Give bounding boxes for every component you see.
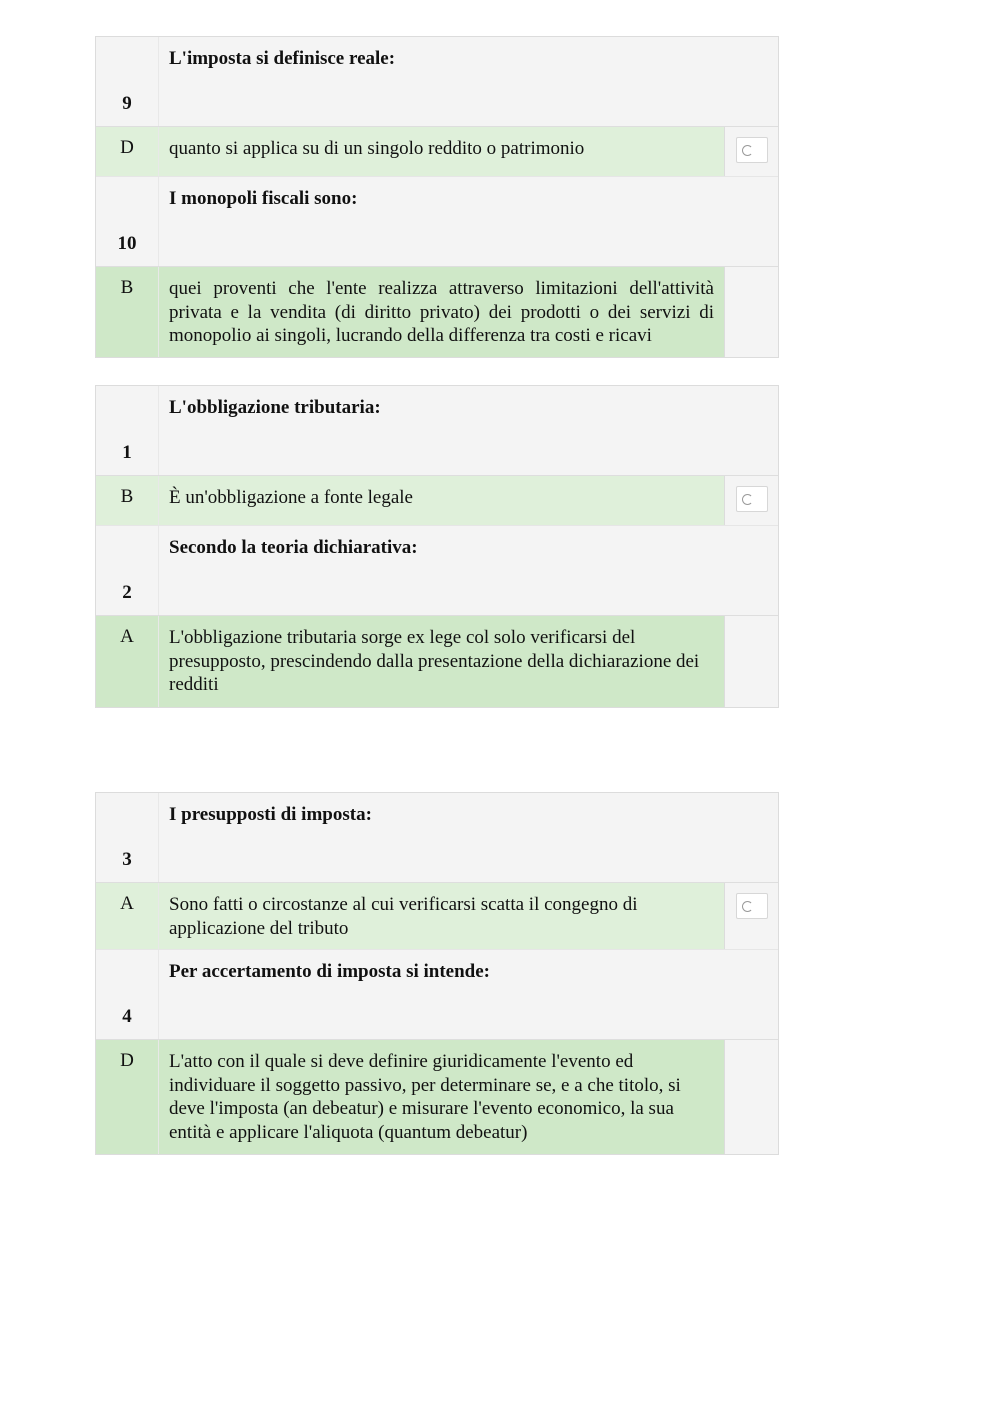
quiz-block-1 xyxy=(95,36,779,358)
answer-check-cell xyxy=(725,267,778,357)
question-text: I monopoli fiscali sono: xyxy=(169,188,358,209)
quiz-block-2 xyxy=(95,385,779,708)
question-text: Secondo la teoria dichiarativa: xyxy=(169,537,418,558)
radio-icon xyxy=(742,494,753,505)
question-row xyxy=(96,37,778,127)
question-row xyxy=(96,950,778,1040)
answer-row xyxy=(96,883,778,950)
question-row xyxy=(96,793,778,883)
answer-letter: D xyxy=(96,1040,159,1154)
answer-radio[interactable] xyxy=(736,893,768,919)
answer-row xyxy=(96,476,778,526)
answer-radio[interactable] xyxy=(736,137,768,163)
answer-letter: D xyxy=(96,127,159,176)
answer-letter: B xyxy=(96,476,159,525)
question-text: L'obbligazione tributaria: xyxy=(169,397,381,418)
answer-radio[interactable] xyxy=(736,486,768,512)
answer-check-cell xyxy=(725,1040,778,1154)
answer-text: quei proventi che l'ente realizza attraverso limitazioni dell'attività privata e la vendita (di diritto privato) dei prodotti o dei servizi di monopolio ai singoli, lucrando della differenza tra costi e ricavi xyxy=(159,267,725,357)
question-number: 10 xyxy=(96,177,159,266)
question-text: Per accertamento di imposta si intende: xyxy=(169,961,491,982)
answer-text: Sono fatti o circostanze al cui verificarsi scatta il congegno di applicazione del tributo xyxy=(159,883,725,949)
answer-text: L'obbligazione tributaria sorge ex lege col solo verificarsi del presupposto, prescindendo dalla presentazione della dichiarazione dei redditi xyxy=(159,616,725,707)
question-row xyxy=(96,526,778,616)
answer-letter: A xyxy=(96,616,159,707)
answer-letter: B xyxy=(96,267,159,357)
answer-check-cell xyxy=(725,616,778,707)
answer-text: quanto si applica su di un singolo reddito o patrimonio xyxy=(159,127,725,176)
question-number: 1 xyxy=(96,386,159,475)
question-text: I presupposti di imposta: xyxy=(169,804,372,825)
quiz-block-3 xyxy=(95,792,779,1155)
question-number: 9 xyxy=(96,37,159,126)
answer-letter: A xyxy=(96,883,159,949)
radio-icon xyxy=(742,145,753,156)
question-number: 3 xyxy=(96,793,159,882)
question-number: 4 xyxy=(96,950,159,1039)
answer-row xyxy=(96,267,778,357)
answer-row xyxy=(96,127,778,177)
question-text: L'imposta si definisce reale: xyxy=(169,48,396,69)
answer-text: È un'obbligazione a fonte legale xyxy=(159,476,725,525)
question-number: 2 xyxy=(96,526,159,615)
answer-check-cell xyxy=(725,883,778,949)
answer-text: L'atto con il quale si deve definire giuridicamente l'evento ed individuare il soggetto passivo, per determinare se, e a che titolo, si deve l'imposta (an debeatur) e misurare l'evento economico, la sua entità e applicare l'aliquota (quantum debeatur) xyxy=(159,1040,725,1154)
answer-check-cell xyxy=(725,476,778,525)
question-row xyxy=(96,386,778,476)
radio-icon xyxy=(742,901,753,912)
question-row xyxy=(96,177,778,267)
answer-row xyxy=(96,616,778,707)
answer-check-cell xyxy=(725,127,778,176)
answer-row xyxy=(96,1040,778,1154)
